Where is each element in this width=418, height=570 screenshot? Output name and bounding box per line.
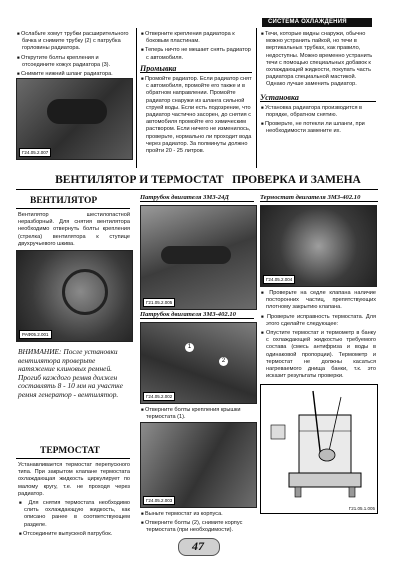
thermostat-text [18,462,130,539]
fan-blade-shape [62,269,108,315]
page-number: 47 [192,539,204,553]
photo-caption: Г24.05.2.004 [263,275,295,284]
column-divider [136,28,137,168]
thermostat-intro: Устанавливается термостат перепускного типа. При закрытом клапане термостата охлаждающая жидкость циркулирует по малому кругу, т.е. не проходя через радиатор. [18,462,130,497]
top-col2-bullet: ■ Теперь ничто не мешает снять радиатор с автомобиля. [140,46,252,61]
thermostat-bullet: ■ Для снятия термостата необходимо слить охлаждающую жидкость, как описано ранее в соответствующем разделе. [18,499,130,529]
top-col1-bullet: ■ Открутите болты крепления и отсоедините кожух радиатора (3). [16,54,131,69]
photo-caption: Г24.05.2.002 [143,392,175,401]
drawing-caption: Г21.05.1.005 [348,506,375,511]
hose-shape [47,99,107,124]
leak-text: ■ Течи, которые видны снаружи, обычно можно устранить пайкой, но течи в вертикальных трубках, как правило, недоступны. Можно временно устранить течи с помощью специальных добавок к охлаждающей жидкости, покупать часть радиатора специальной мастикой. Однако лучше заменить радиатор. [260,30,376,89]
thermostat-bullet: ■ Отсоедините выпускной патрубок. [18,530,130,538]
thermostat-photo [260,205,377,287]
fan-text: Вентилятор шестилопастной неразборный. Для снятия вентилятора необходимо отвернуть болты крепления (стрелка) вентилятора к ступице двухручьевого шкива. [18,212,130,247]
thermostat-heading: ТЕРМОСТАТ [40,446,100,456]
remove-housing-bullet: ■ Отверните болты (2), снимите корпус термостата (при необходимости). [140,519,254,534]
flush-text: ■ Промойте радиатор. Если радиатор снят с автомобиля, промойте его также и в обратном направлении. Промойте радиатор снаружи из шланга сильной струей воды. Если есть подозрение, что радиатор частично засорен, до снятия с автомобиля промойте его химическим раствором. Если ничего не изменилось, проверьте, нормально ли проходит вода через радиатор. За полминуты должно пройти 20 - 25 литров. [140,75,252,155]
check-thermostat-bullet: ■ Проверьте исправность термостата. Для этого сделайте следующее: [260,313,376,328]
fan-heading-rule [16,208,130,209]
callout-1: 1 [185,343,194,352]
photo-caption: Г24.05.2.007 [19,148,51,157]
photo-caption: Г24.05.2.003 [143,496,175,505]
top-col1-bullet: ■ Ослабьте хомут трубки расширительного бачка и снимите трубку (2) с патрубка горловины радиатора. [16,30,131,53]
radiator-hose-photo [16,78,133,160]
section-title: СИСТЕМА ОХЛАЖДЕНИЯ [268,19,347,25]
test-drawing-svg [261,385,377,513]
install-bullet: ■ Проверьте, не потекли ли шланги, при необходимости замените их. [260,120,376,135]
main-title: ВЕНТИЛЯТОР И ТЕРМОСТАТ ПРОВЕРКА И ЗАМЕНА [55,174,361,186]
top-col3-text [260,30,376,137]
photo-caption: Г21.05.2.005 [143,298,175,307]
right-bullets [260,289,376,381]
warning-text: ВНИМАНИЕ: После установки вентилятора проверьте натяжение клиновых ремней. Прогиб каждого ремня должен составлять 8 - 10 мм на участке ремня генератор - вентилятор. [18,347,123,399]
middle-bullet-text [140,406,254,422]
top-col1-bullet: ■ Снимите нижний шланг радиатора. [16,70,131,78]
photo-label-402: Патрубок двигателя ЗМЗ-402.10 [140,311,254,319]
install-heading: Установка [260,94,376,102]
pipe-shape [161,246,231,264]
thermostat-housing-photo [140,422,257,508]
top-col1-text [16,30,131,79]
photo-label-thermostat: Термостат двигателя ЗМЗ-402.10 [260,194,378,202]
fan-photo [16,250,133,342]
fan-heading: ВЕНТИЛЯТОР [30,196,98,206]
photo-label-24d: Патрубок двигателя ЗМЗ-24Д [140,194,254,202]
engine-24d-photo [140,205,257,310]
flush-heading: Промывка [140,65,252,73]
remove-thermostat-bullet: ■ Выньте термостат из корпуса. [140,510,254,518]
engine-402-photo [140,322,257,404]
valve-seat-bullet: ■ Проверьте на седле клапана наличие посторонних частиц, препятствующих плотному закрытию клапана. [260,289,376,312]
thermostat-test-drawing [260,384,378,514]
middle-bottom-text [140,510,254,536]
column-divider [256,28,257,168]
cover-bolts-bullet: ■ Отверните болты крепления крышки термостата (1). [140,406,254,421]
install-bullet: ■ Установка радиатора производится в порядке, обратном снятию. [260,104,376,119]
top-col2-bullet: ■ Отверните крепления радиатора к боковым пластинам. [140,30,252,45]
callout-2: 2 [219,357,228,366]
photo-caption: РАФ05.2.001 [19,330,52,339]
test-procedure-bullet: ■ Опустите термостат и термометр в банку с охлаждающей жидкостью требуемого состава (смесь антифриза и воды в одинаковой пропорции). Термометр и термостат не должны касаться нагреваемого днища банки, т.к. это исказит результаты проверки. [260,329,376,380]
thermostat-heading-rule [16,458,130,459]
title-rule [16,189,378,190]
top-col2-text [140,30,252,156]
